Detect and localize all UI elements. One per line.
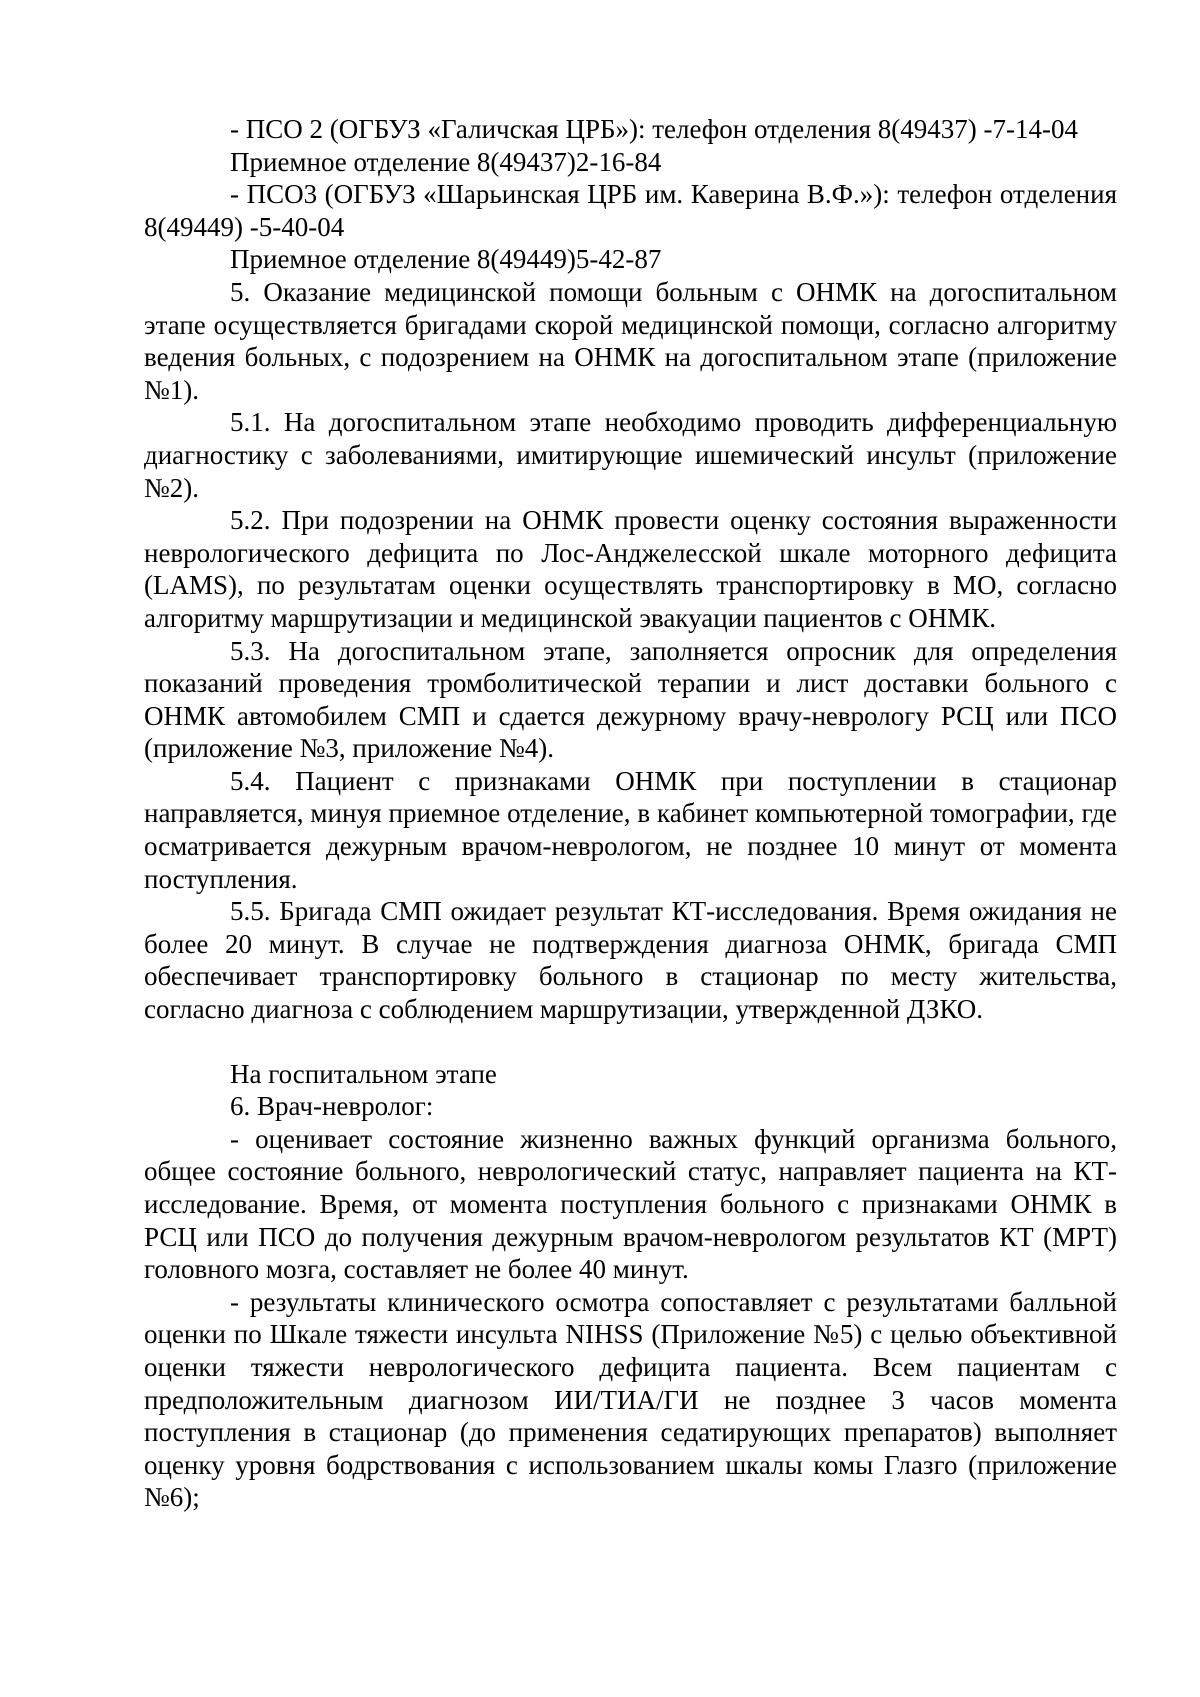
- paragraph-section-6: 6. Врач-невролог:: [230, 1091, 434, 1122]
- paragraph-section-5-4: 5.4. Пациент с признаками ОНМК при поступлении в стационар направляется, минуя приемное отделение, в кабинет компьютерной томографии, где осматривается дежурным врачом-неврологом, не позднее 10 минут от момента поступления.: [144, 765, 1117, 894]
- paragraph-section-5-5: 5.5. Бригада СМП ожидает результат КТ-исследования. Время ожидания не более 20 минут. В случае не подтверждения диагноза ОНМК, бригада СМП обеспечивает транспортировку больного в стационар по месту жительства, согласно диагноза с соблюдением маршрутизации, утвержденной ДЗКО.: [144, 896, 1117, 1025]
- paragraph-pso2-phone: - ПСО 2 (ОГБУЗ «Галичская ЦРБ»): телефон отделения 8(49437) -7-14-04: [230, 114, 1079, 144]
- paragraph-section-5-2: 5.2. При подозрении на ОНМК провести оценку состояния выраженности неврологического дефицита по Лос-Анджелесской шкале моторного дефицита (LAMS), по результатам оценки осуществлять транспортировку в МО, согласно алгоритму маршрутизации и медицинской эвакуации пациентов с ОНМК.: [144, 505, 1117, 633]
- paragraph-pso3-reception: Приемное отделение 8(49449)5-42-87: [230, 244, 662, 275]
- paragraph-section-5: 5. Оказание медицинской помощи больным с ОНМК на догоспитальном этапе осуществляется бригадами скорой медицинской помощи, согласно алгоритму ведения больных, с подозрением на ОНМК на догоспитальном этапе (приложение №1).: [144, 276, 1117, 405]
- paragraph-section-5-1: 5.1. На догоспитальном этапе необходимо проводить дифференциальную диагностику с заболеваниями, имитирующие ишемический инсульт (приложение №2).: [144, 407, 1117, 503]
- paragraph-section-5-3: 5.3. На догоспитальном этапе, заполняется опросник для определения показаний проведения тромболитической терапии и лист доставки больного с ОНМК автомобилем СМП и сдается дежурному врачу-неврологу РСЦ или ПСО (приложение №3, приложение №4).: [144, 635, 1117, 764]
- paragraph-pso2-reception: Приемное отделение 8(49437)2-16-84: [230, 146, 662, 177]
- section-heading-hospital-stage: На госпитальном этапе: [230, 1058, 497, 1089]
- paragraph-neurologist-assessment: - оценивает состояние жизненно важных функций организма больного, общее состояние больного, неврологический статус, направляет пациента на КТ-исследование. Время, от момента поступления больного с признаками ОНМК в РСЦ или ПСО до получения дежурным врачом-неврологом результатов КТ (МРТ) головного мозга, составляет не более 40 минут.: [144, 1123, 1117, 1285]
- paragraph-neurologist-nihss: - результаты клинического осмотра сопоставляет с результатами балльной оценки по Шкале тяжести инсульта NIHSS (Приложение №5) с целью объективной оценки тяжести неврологического дефицита пациента. Всем пациентам с предположительным диагнозом ИИ/ТИА/ГИ не позднее 3 часов момента поступления в стационар (до применения седатирующих препаратов) выполняет оценку уровня бодрствования с использованием шкалы комы Глазго (приложение №6);: [144, 1286, 1117, 1513]
- paragraph-pso3-phone: - ПСО3 (ОГБУЗ «Шарьинская ЦРБ им. Каверина В.Ф.»): телефон отделения 8(49449) -5-40-04: [144, 179, 1117, 242]
- document-body: [144, 113, 1117, 1514]
